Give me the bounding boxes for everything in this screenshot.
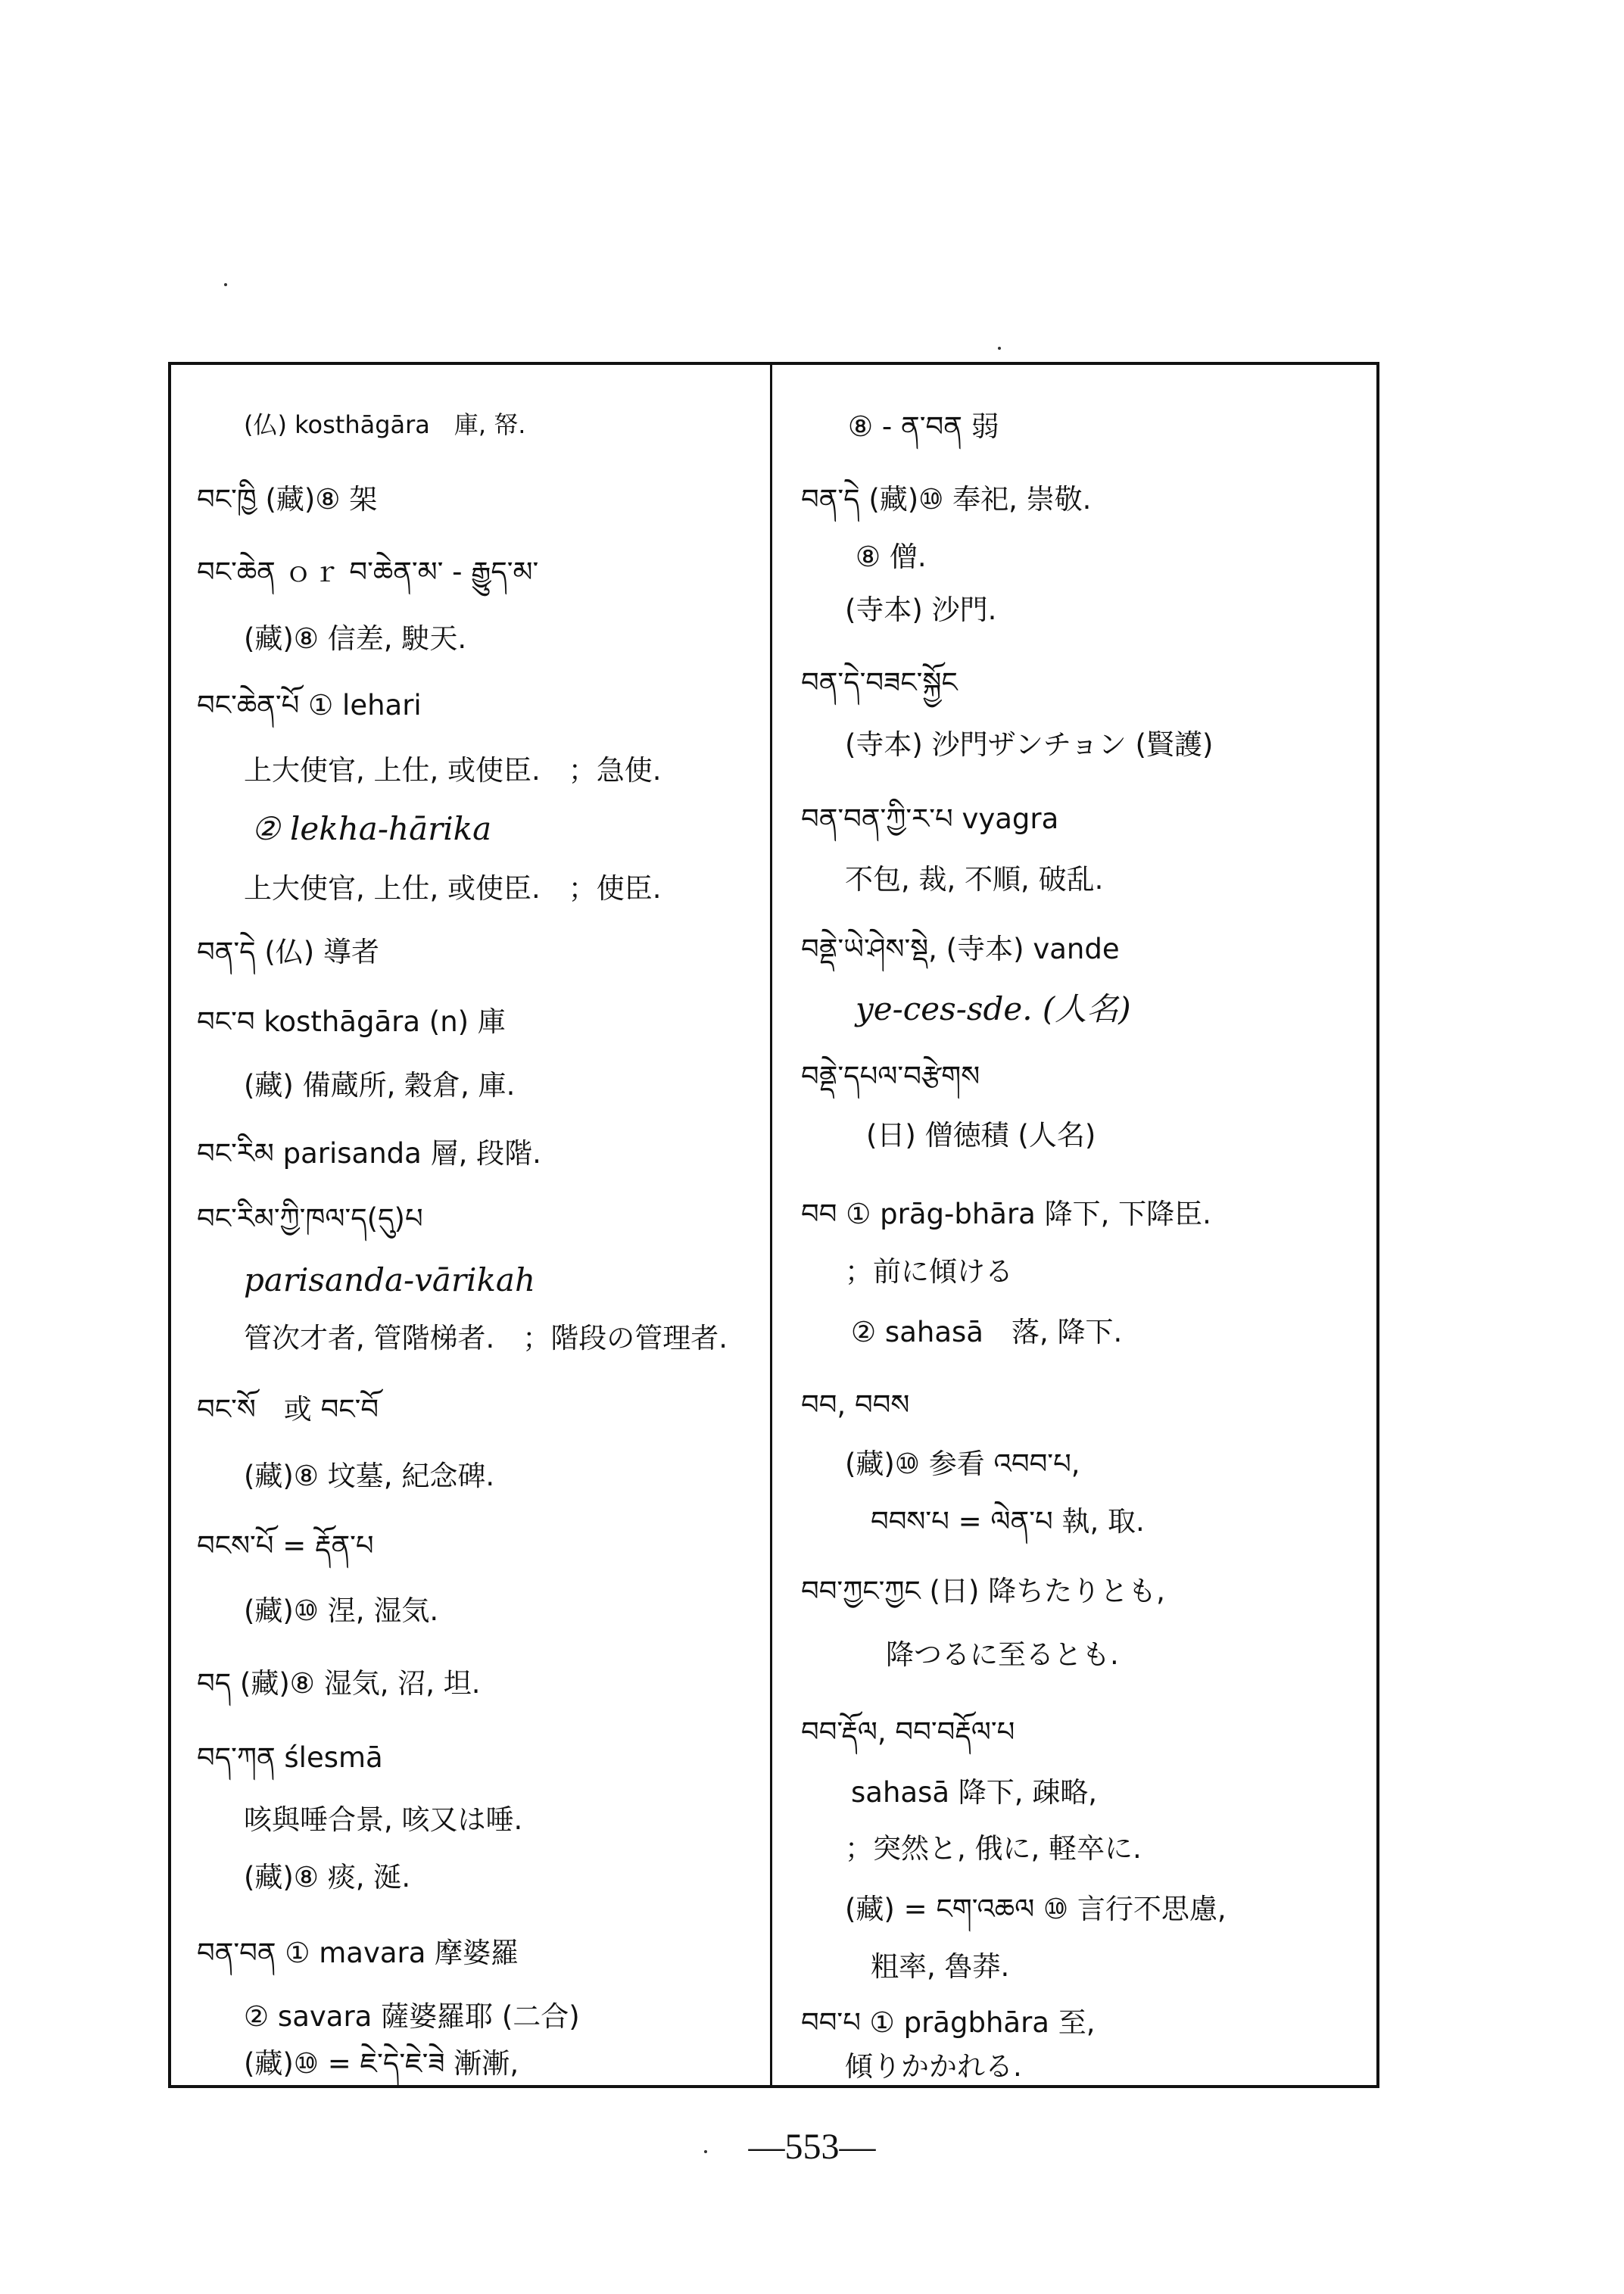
entry-line: བང་རིམ parisanda 層, 段階.	[197, 1137, 541, 1170]
entry-line: (寺本) 沙門ザンチョン (賢護)	[845, 728, 1214, 761]
entry-line: བནྡེ་ཡེ་ཤེས་སྡེ, (寺本) vande	[801, 933, 1120, 965]
entry-line: ⑧ 僧.	[856, 541, 927, 573]
entry-line: (藏)⑩ 涅, 湿気.	[244, 1594, 439, 1627]
entry-line: བན་དེ (仏) 導者	[197, 936, 379, 968]
entry-line: བང་རིམ་ཀྱི་ཁལ་ད(དུ)པ	[197, 1202, 423, 1235]
entry-line: 粗率, 魯莽.	[871, 1950, 1010, 1983]
entry-line: ；前に傾ける	[845, 1255, 1013, 1288]
left-column	[168, 362, 770, 2088]
entry-line: ② lekha-hārika	[251, 810, 492, 847]
entry-line: 上大使官, 上仕, 或使臣. ；急使.	[244, 754, 662, 787]
entry-line: 管次才者, 管階梯者. ；階段の管理者.	[244, 1322, 728, 1354]
entry-line: 不包, 裁, 不順, 破乱.	[845, 863, 1104, 896]
entry-line: 傾りかかれる.	[845, 2050, 1022, 2083]
entry-line: (寺本) 沙門.	[845, 594, 997, 626]
entry-line: (仏) kosthāgāra 庫, 帑.	[244, 410, 526, 439]
entry-line: (藏)⑧ 坟墓, 紀念碑.	[244, 1460, 495, 1492]
entry-line: བང་ཆེན ｏｒ བ་ཆེན་མ་ - རྒྱུད་མ་	[197, 556, 539, 588]
page-number: —553—	[748, 2127, 876, 2167]
right-column	[772, 362, 1379, 2088]
entry-line: 咳與唾合景, 咳又は唾.	[244, 1803, 523, 1836]
entry-line: བབས་པ = ལེན་པ 執, 取.	[871, 1505, 1145, 1538]
entry-line: བན་བན་ཀྱི་ར་པ vyagra	[801, 803, 1059, 835]
entry-line: བད་ཀན ślesmā	[197, 1741, 383, 1774]
entry-line: (藏)⑧ 痰, 涎.	[244, 1861, 411, 1893]
entry-line: (日) 僧徳積 (人名)	[866, 1119, 1096, 1152]
entry-line: ② savara 薩婆羅耶 (二合)	[244, 2000, 580, 2033]
entry-line: (藏)⑩ 参看 འབབ་པ,	[845, 1448, 1080, 1480]
entry-line: བན་བན ① mavara 摩婆羅	[197, 1937, 519, 1969]
speck-mark	[224, 283, 227, 286]
speck-mark	[704, 2150, 707, 2153]
entry-line: བནྡེ་དཔལ་བརྩེགས	[801, 1060, 980, 1092]
entry-line: (藏) 備蔵所, 穀倉, 庫.	[244, 1069, 516, 1102]
entry-line: བབ་རྡོལ, བབ་བརྡོལ་པ	[801, 1716, 1015, 1748]
entry-line: ye-ces-sde. (人名)	[856, 990, 1131, 1027]
entry-line: བན་དེ་བཟང་སྐྱོང	[801, 666, 958, 699]
entry-line: ⑧ ‐ ན་བན 弱	[848, 410, 999, 443]
entry-line: (藏)⑧ 信差, 駛天.	[244, 622, 467, 655]
entry-line: 上大使官, 上仕, 或使臣. ；使臣.	[244, 872, 662, 905]
entry-line: བང་བ kosthāgāra (n) 庫	[197, 1005, 506, 1038]
entry-line: བབ་པ ① prāgbhāra 至,	[801, 2006, 1096, 2039]
entry-line: བབ ① prāg-bhāra 降下, 下降臣.	[801, 1198, 1211, 1230]
entry-line: (藏) = ངག་འཆལ ⑩ 言行不思慮,	[845, 1893, 1227, 1925]
entry-line: བན་དེ (藏)⑩ 奉祀, 崇敬.	[801, 483, 1092, 516]
entry-line: བང་ཆེན་པོ ① lehari	[197, 689, 422, 722]
entry-line: བངས་པོ = རྡོན་པ	[197, 1529, 374, 1562]
entry-line: (藏)⑩ = ཇེ་དེ་ཇེ་ཟེ 漸漸,	[244, 2047, 519, 2080]
entry-line: བད (藏)⑧ 湿気, 沼, 坦.	[197, 1667, 481, 1700]
speck-mark	[998, 347, 1001, 350]
entry-line: 降つるに至るとも.	[886, 1638, 1119, 1671]
entry-line: parisanda-vārikah	[244, 1261, 536, 1298]
entry-line: ② sahasā 落, 降下.	[851, 1316, 1123, 1348]
entry-line: བབ, བབས	[801, 1389, 910, 1421]
entry-line: ；突然と, 俄に, 軽卒に.	[845, 1832, 1142, 1865]
entry-line: sahasā 降下, 疎略,	[851, 1776, 1098, 1809]
entry-line: བང་སོ 或 བང་བོ	[197, 1393, 379, 1426]
entry-line: བང་ཁྱི (藏)⑧ 架	[197, 483, 378, 516]
entry-line: བབ་ཀྱང་ཀྱང (日) 降ちたりとも,	[801, 1575, 1165, 1607]
